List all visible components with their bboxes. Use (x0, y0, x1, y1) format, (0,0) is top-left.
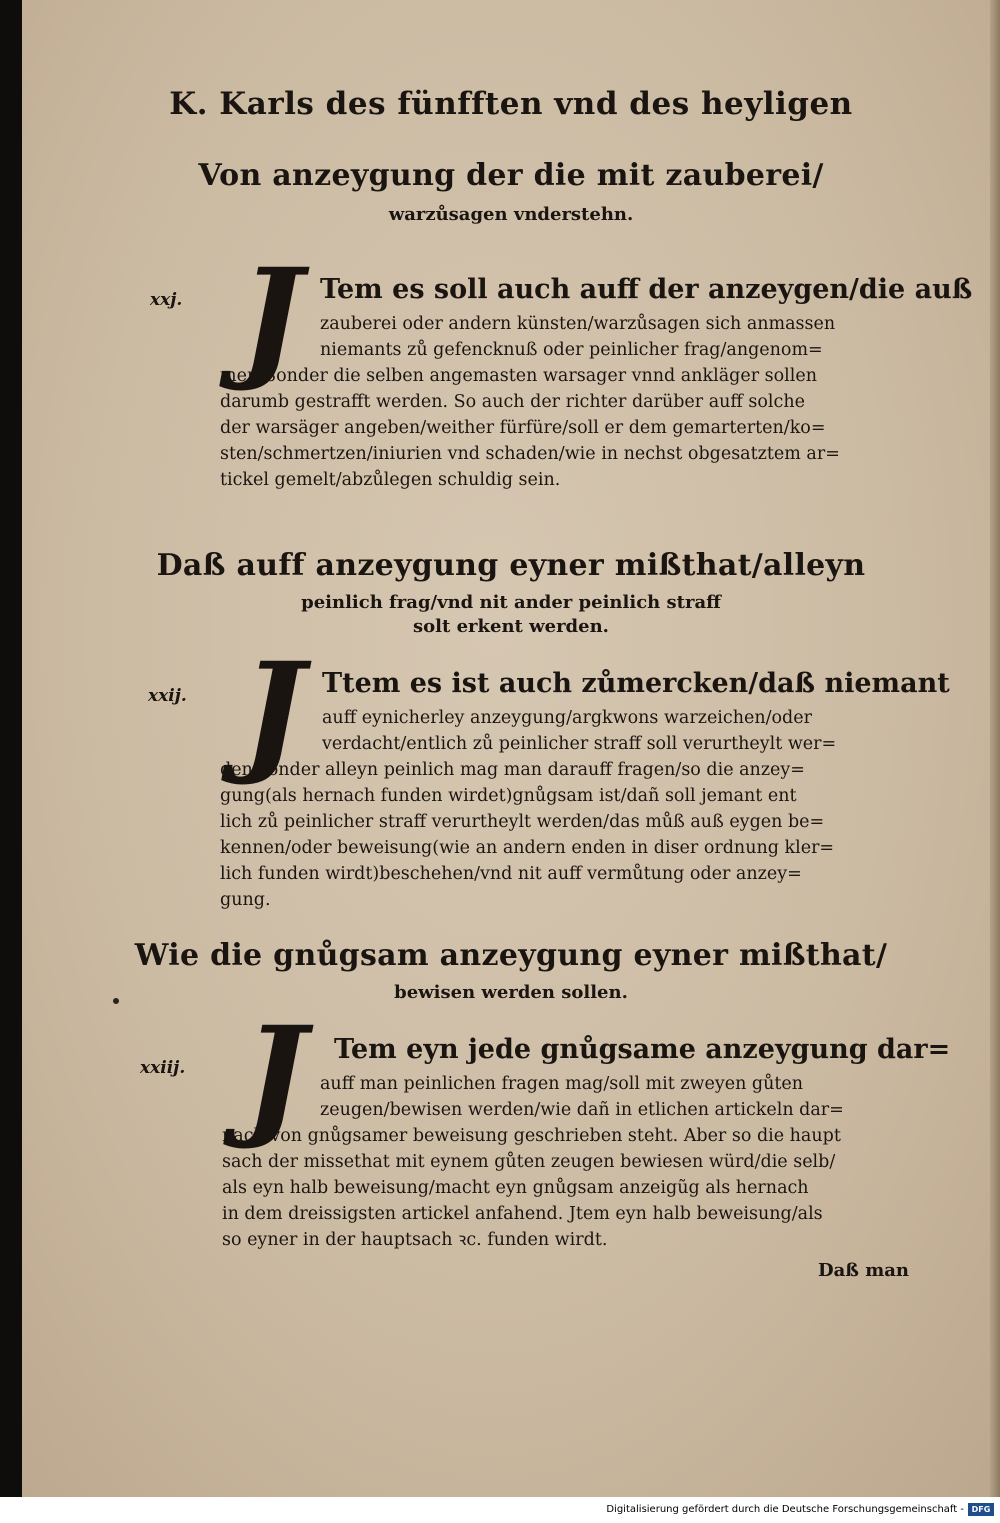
section-3-line: sach der missethat mit eynem gůten zeugen bewiesen würd/die selb/ (222, 1152, 836, 1172)
section-3-title: Wie die gnůgsam anzeygung eyner mißthat/ (134, 938, 888, 973)
section-1-line: darumb gestrafft werden. So auch der richter darüber auff solche (220, 392, 805, 412)
section-3-line: nach von gnůgsamer beweisung geschrieben steht. Aber so die haupt (222, 1126, 841, 1146)
section-2-line: lich funden wirdt)beschehen/vnd nit auff vermůtung oder anzey= (220, 864, 802, 884)
article-number-21: xxj. (150, 290, 183, 310)
ink-spot (113, 998, 119, 1004)
section-1-line: men/Sonder die selben angemasten warsager vnnd ankläger sollen (220, 366, 817, 386)
section-2-line: auff eynicherley anzeygung/argkwons warzeichen/oder (322, 708, 812, 728)
section-1-line: niemants zů gefencknuß oder peinlicher frag/angenom= (320, 340, 823, 360)
section-1-line: der warsäger angeben/weither fürfüre/soll er dem gemarterten/ko= (220, 418, 826, 438)
section-3-initial: J (244, 998, 307, 1153)
section-2-line: gung. (220, 890, 271, 910)
section-1-line: zauberei oder andern künsten/warzůsagen sich anmassen (320, 314, 836, 334)
section-1-line: Tem es soll auch auff der anzeygen/die auß (320, 274, 973, 305)
section-2-line: den/sonder alleyn peinlich mag man darauff fragen/so die anzey= (220, 760, 805, 780)
section-2-initial: J (242, 634, 305, 789)
article-number-23: xxiij. (140, 1058, 186, 1078)
section-2-line: lich zů peinlicher straff verurtheylt werden/das můß auß eygen be= (220, 812, 825, 832)
section-3-line: auff man peinlichen fragen mag/soll mit zweyen gůten (320, 1074, 804, 1094)
dfg-logo: DFG (968, 1503, 994, 1516)
footer-bar (0, 1497, 1000, 1523)
section-2-line: Ttem es ist auch zůmercken/daß niemant (322, 668, 950, 699)
section-2-subtitle-2: solt erkent werden. (413, 616, 609, 637)
section-2-line: verdacht/entlich zů peinlicher straff soll verurtheylt wer= (322, 734, 837, 754)
section-2-line: kennen/oder beweisung(wie an andern enden in diser ordnung kler= (220, 838, 835, 858)
section-3-line: als eyn halb beweisung/macht eyn gnůgsam anzeigũg als hernach (222, 1178, 809, 1198)
section-3-line: so eyner in der hauptsach ꝛc. funden wirdt. (222, 1230, 608, 1250)
article-number-22: xxij. (148, 686, 187, 706)
section-1-line: sten/schmertzen/iniurien vnd schaden/wie in nechst obgesatztem ar= (220, 444, 840, 464)
section-3-line: in dem dreissigsten artickel anfahend. Jtem eyn halb beweisung/als (222, 1204, 823, 1224)
section-3-subtitle: bewisen werden sollen. (394, 982, 628, 1003)
section-2-line: gung(als hernach funden wirdet)gnůgsam ist/dañ soll jemant ent (220, 786, 797, 806)
book-page (22, 0, 1000, 1497)
running-head: K. Karls des fünfften vnd des heyligen (169, 86, 853, 122)
footer-credit: Digitalisierung gefördert durch die Deutsche Forschungsgemeinschaft - (606, 1504, 964, 1515)
section-3-line: Tem eyn jede gnůgsame anzeygung dar= (334, 1034, 951, 1065)
section-1-initial: J (240, 240, 303, 395)
section-1-title: Von anzeygung der die mit zauberei/ (198, 158, 824, 193)
section-2-title: Daß auff anzeygung eyner mißthat/alleyn (156, 548, 866, 583)
section-1-subtitle: warzůsagen vnderstehn. (388, 204, 634, 225)
section-3-line: zeugen/bewisen werden/wie dañ in etlichen artickeln dar= (320, 1100, 844, 1120)
section-2-subtitle: peinlich frag/vnd nit ander peinlich straff (301, 592, 721, 613)
section-1-line: tickel gemelt/abzůlegen schuldig sein. (220, 470, 561, 490)
catchword: Daß man (818, 1260, 910, 1281)
